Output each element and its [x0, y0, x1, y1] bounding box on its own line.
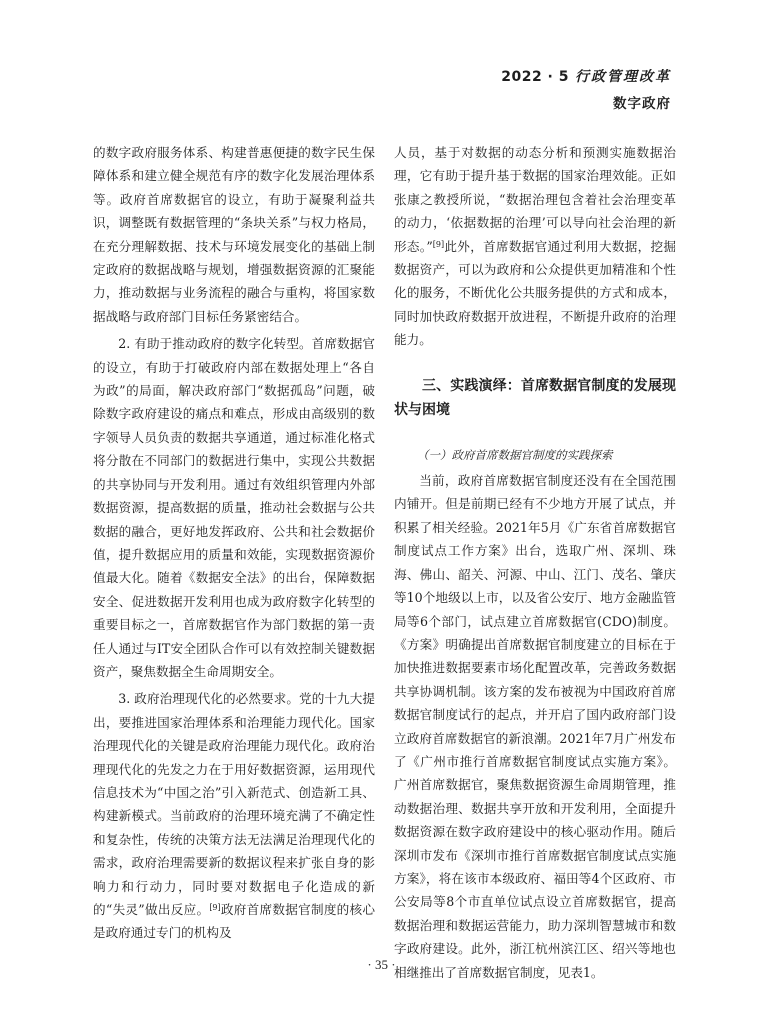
subsection-heading: （一）政府首席数据官制度的实践探索 [417, 447, 613, 462]
left-column [93, 141, 375, 945]
citation-ref: [9] [432, 239, 445, 249]
right-paragraph-1-text: 人员，基于对数据的动态分析和预测实施数据治理，它有助于提升基于数据的国家治理效能。正如张康之教授所说，“数据治理包含着社会治理变革的动力，‘依据数据的治理’可以导向社会治理的新形态。” [394, 145, 676, 254]
left-paragraph-2: 2. 有助于推动政府的数字化转型。首席数据官的设立，有助于打破政府内部在数据处理上“各自为政”的局面，解决政府部门“数据孤岛”问题，破除数字政府建设的痛点和难点，形成由高级别的数字领导人员负责的数据共享通道，通过标准化格式将分散在不同部门的数据进行集中，实现公共数据的共享协同与开发利用。通过有效组织管理内外部数据资源，提高数据的质量，推动社会数据与公共数据的融合，更好地发挥政府、公共和社会数据价值，提升数据应用的质量和效能，实现数据资源价值最大化。随着《数据安全法》的出台，保障数据安全、促进数据开发利用也成为政府数字化转型的重要目标之一，首席数据官作为部门数据的第一责任人通过与IT安全团队合作可以有效控制关键数据资产，聚焦数据全生命周期安全。 [93, 336, 375, 679]
right-column [394, 141, 676, 984]
column-name: 数字政府 [613, 96, 671, 112]
citation-ref: [9] [209, 903, 221, 912]
page-number: · 35 · [367, 957, 396, 972]
section-heading: 三、实践演绎：首席数据官制度的发展现状与困境 [394, 377, 676, 418]
right-paragraph-1 [394, 141, 676, 352]
right-paragraph-2: 当前，政府首席数据官制度还没有在全国范围内铺开。但是前期已经有不少地方开展了试点，并积累了相关经验。2021年5月《广东省首席数据官制度试点工作方案》出台，选取广州、深圳、珠海、佛山、韶关、河源、中山、江门、茂名、肇庆等10个地级以上市，以及省公安厅、地方金融监管局等6个部门，试点建立首席数据官(CDO)制度。《方案》明确提出首席数据官制度建立的目标在于加快推进数据要素市场化配置改革，完善政务数据共享协调机制。该方案的发布被视为中国政府首席数据官制度试行的起点，并开启了国内政府部门设立政府首席数据官的新浪潮。2021年7月广州发布了《广州市推行首席数据官制度试点实施方案》。广州首席数据官，聚焦数据资源生命周期管理，推动数据治理、数据共享开放和开发利用，全面提升数据资源在数字政府建设中的核心驱动作用。随后深圳市发布《深圳市推行首席数据官制度试点实施方案》，将在该市本级政府、福田等4个区政府、市公安局等8个市直单位试点设立首席数据官，提高数据治理和数据运营能力，助力深圳智慧城市和数字政府建设。此外，浙江杭州滨江区、绍兴等地也相继推出了首席数据官制度，见表1。 [394, 473, 676, 980]
issue-number: 2022 · 5 [501, 69, 569, 85]
running-header [371, 66, 671, 112]
left-paragraph-3-text: 3. 政府治理现代化的必然要求。党的十九大提出，要推进国家治理体系和治理能力现代化。国家治理现代化的关键是政府治理能力现代化。政府治理现代化的先发之力在于用好数据资源，运用现代信息技术为“中国之治”引入新范式、创造新工具、构建新模式。当前政府的治理环境充满了不确定性和复杂性，传统的决策方法无法满足治理现代化的需求，政府治理需要新的数据议程来扩张自身的影响力和行动力，同时要对数据电子化造成的新的“失灵”做出反应。 [93, 691, 375, 917]
right-paragraph-1-tail: 此外，首席数据官通过利用大数据，挖掘数据资产，可以为政府和公众提供更加精准和个性化的服务，不断优化公共服务提供的方式和成本，同时加快政府数据开放进程，不断提升政府的治理能力。 [394, 238, 677, 348]
journal-title: 行政管理改革 [575, 69, 671, 85]
left-paragraph-3-tail: 政府首席数据官制度的核心是政府通过专门的机构及 [93, 902, 375, 941]
left-paragraph-3 [93, 687, 375, 944]
left-paragraph-1: 的数字政府服务体系、构建普惠便捷的数字民生保障体系和建立健全规范有序的数字化发展治理体系等。政府首席数据官的设立，有助于凝聚利益共识，调整既有数据管理的“条块关系”与权力格局，在充分理解数据、技术与环境发展变化的基础上制定政府的数据战略与规划，增强数据资源的汇聚能力，推动数据与业务流程的融合与重构，将国家数据战略与政府部门目标任务紧密结合。 [93, 145, 375, 324]
header-issue-line [371, 66, 671, 86]
